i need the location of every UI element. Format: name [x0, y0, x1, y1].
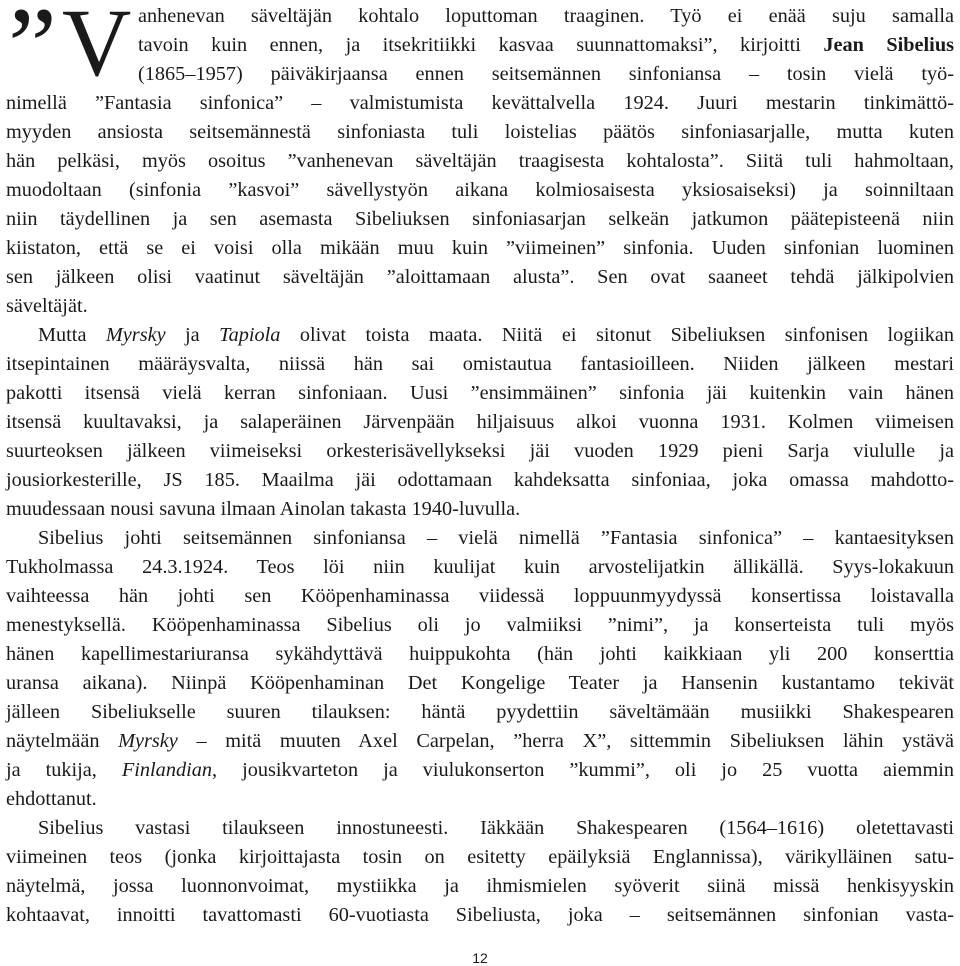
paragraph-line: niin täydellinen ja sen asemasta Sibeliuksen sinfoniasarjan selkeän jatkumon päätepisteenä niin	[6, 208, 954, 230]
paragraph-line: näytelmä, jossa luonnonvoimat, mystiikka ja ihmismielen syöverit siinä missä henkisyyskin	[6, 875, 954, 897]
paragraph-line: muudessaan nousi savuna ilmaan Ainolan takasta 1940-luvulla.	[6, 498, 521, 520]
work-title: Myrsky	[105, 324, 166, 346]
drop-cap-quote-mark: ”	[8, 0, 43, 107]
paragraph-line: Sibelius vastasi tilaukseen innostuneesti. Iäkkään Shakespearen (1564–1616) oletettavasti	[38, 817, 954, 839]
paragraph-line: ja tukija, Finlandian, jousikvarteton ja viulukonserton ”kummi”, oli jo 25 vuotta aiemmin	[6, 759, 954, 781]
paragraph-line: muodoltaan (sinfonia ”kasvoi” sävellystyön aikana kolmiosaisesta yksiosaiseksi) ja soinniltaan	[6, 179, 954, 201]
paragraph-line: Mutta Myrsky ja Tapiola olivat toista maata. Niitä ei sitonut Sibeliuksen sinfonisen logiikan	[38, 324, 955, 346]
paragraph-line: kiistaton, että se ei voisi olla mikään muu kuin ”viimeinen” sinfonia. Uuden sinfonian luominen	[6, 237, 954, 259]
paragraph-line: tavoin kuin ennen, ja itsekritiikki kasvaa suunnattomaksi”, kirjoitti Jean Sibelius	[138, 34, 954, 56]
work-title: Myrsky	[118, 730, 178, 752]
paragraph-line: anhenevan säveltäjän kohtalo loputtoman traaginen. Työ ei enää suju samalla	[138, 5, 954, 27]
paragraph-line: hän pelkäsi, myös osoitus ”vanhenevan säveltäjän traagisesta kohtalosta”. Siitä tuli hahmoltaan,	[6, 150, 954, 172]
page-number: 12	[472, 950, 488, 966]
paragraph-line: hänen kapellimestariuransa sykähdyttävä huippukohta (hän johti kaikkiaan yli 200 konserttia	[6, 643, 954, 665]
work-title: Finlandian	[121, 759, 213, 781]
paragraph-line: näytelmään Myrsky – mitä muuten Axel Carpelan, ”herra X”, sittemmin Sibeliuksen lähin ystävä	[6, 730, 954, 752]
drop-cap-letter: V	[62, 0, 132, 96]
paragraph-line: säveltäjät.	[6, 295, 88, 317]
paragraph-line: Sibelius johti seitsemännen sinfoniansa – vielä nimellä ”Fantasia sinfonica” – kantaesityksen	[38, 527, 954, 549]
paragraph-line: itsepintainen määräysvalta, niissä hän sai omistautua fantasioilleen. Niiden jälkeen mestari	[6, 353, 954, 375]
paragraph-line: uransa aikana). Niinpä Kööpenhaminan Det Kongelige Teater ja Hansenin kustantamo tekivät	[6, 672, 954, 694]
work-title: Tapiola	[219, 324, 281, 346]
paragraph-line: jousiorkesterille, JS 185. Maailma jäi odottamaan kahdeksatta sinfoniaa, joka omassa mahdotto-	[6, 469, 954, 491]
paragraph-line: ehdottanut.	[6, 788, 97, 810]
paragraph-line: jälleen Sibeliukselle suuren tilauksen: häntä pyydettiin säveltämään musiikki Shakespearen	[6, 701, 954, 723]
paragraph-line: sen jälkeen olisi vaatinut säveltäjän ”aloittamaan alusta”. Sen ovat saaneet tehdä jälkipolvien	[6, 266, 954, 288]
paragraph-line: viimeinen teos (jonka kirjoittajasta tosin on esitetty epäilyksiä Englannissa), värikylläinen satu-	[6, 846, 954, 868]
paragraph-line: kohtaavat, innoitti tavattomasti 60-vuotiasta Sibeliusta, joka – seitsemännen sinfonian vasta-	[6, 904, 954, 926]
paragraph-line: pakotti itsensä vielä kerran sinfoniaan. Uusi ”ensimmäinen” sinfonia jäi kuitenkin vain hänen	[6, 382, 954, 404]
paragraph-line: (1865–1957) päiväkirjaansa ennen seitsemännen sinfoniansa – tosin vielä työ-	[138, 63, 954, 85]
paragraph-line: Tukholmassa 24.3.1924. Teos löi niin kuulijat kuin arvostelijatkin ällikällä. Syys-lokakuun	[6, 556, 954, 578]
paragraph-line: myyden ansiosta seitsemännestä sinfoniasta tuli loistelias päätös sinfoniasarjalle, mutta kuten	[6, 121, 954, 143]
paragraph-line: menestyksellä. Kööpenhaminassa Sibelius oli jo valmiiksi ”nimi”, ja konserteista tuli myös	[6, 614, 954, 636]
paragraph-line: vaihteessa hän johti sen Kööpenhaminassa viidessä loppuunmyydyssä konsertissa loistavalla	[6, 585, 954, 607]
paragraph-line: itsensä kuultavaksi, ja salaperäinen Järvenpään hiljaisuus alkoi vuonna 1931. Kolmen viimeisen	[6, 411, 954, 433]
composer-name: Jean Sibelius	[823, 34, 954, 56]
paragraph-line: suurteoksen jälkeen viimeiseksi orkesterisävellykseksi jäi vuoden 1929 pieni Sarja viululle ja	[6, 440, 954, 462]
paragraph-line: nimellä ”Fantasia sinfonica” – valmistumista kevättalvella 1924. Juuri mestarin tinkimättö-	[6, 92, 954, 114]
